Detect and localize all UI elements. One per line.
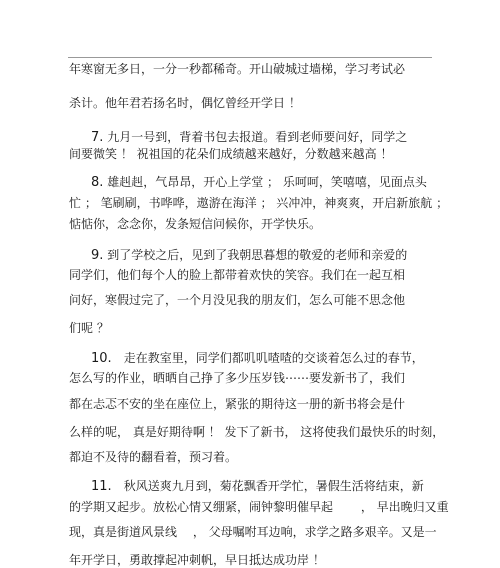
item-8-line-2: 忙 ； 笔刷刷，书哗哗，遨游在海洋 ； 兴冲冲，神爽爽，开启新旅航 ； <box>69 196 449 210</box>
item-7-line-2: 间要微笑 ！ 祝祖国的花朵们成绩越来越好，分数越来越高 ！ <box>69 147 393 161</box>
item-8-line-1: 8. 雄赳赳，气昂昂，开心上学堂 ； 乐呵呵，笑嘻嘻，见面点头 <box>91 175 427 190</box>
item-number: 9. <box>91 248 104 263</box>
item-11-line-3: 现，真是街道风景线 ， 父母嘱咐耳边响，求学之路多艰辛。又是一 <box>69 525 437 539</box>
item-10-line-4: 么样的呢， 真是好期待啊 ！ 发下了新书， 这将使我们最快乐的时刻， <box>69 425 445 439</box>
item-9-line-4: 们呢 ？ <box>69 321 109 335</box>
item-10-line-2: 怎么写的作业，晒晒自己挣了多少压岁钱⋯⋯要发新书了，我们 <box>69 371 406 385</box>
header-rule <box>68 57 432 58</box>
item-7-line-1: 7. 九月一号到，背着书包去报道。看到老师要问好，同学之 <box>91 130 408 145</box>
item-8-line-3: 惦惦你，念念你，发条短信问候你，开学快乐。 <box>69 217 322 231</box>
item-9-line-2: 同学们，他们每个人的脸上都带着欢快的笑容。我们在一起互相 <box>69 268 406 282</box>
item-number: 10. <box>91 351 112 366</box>
item-10-line-1: 10. 走在教室里，同学们都叽叽喳喳的交谈着怎么过的春节， <box>91 351 424 366</box>
item-9-line-1: 9. 到了学校之后，见到了我朝思暮想的敬爱的老师和亲爱的 <box>91 248 408 263</box>
item-number: 7. <box>91 130 104 145</box>
text-line-1: 年寒窗无多日，一分一秒都稀奇。开山破城过墙梯，学习考试必 <box>69 62 406 76</box>
item-number: 8. <box>91 175 104 190</box>
text-line-2: 杀计。他年君若扬名时，偶忆曾经开学日 ！ <box>69 96 301 110</box>
item-11-line-4: 年开学日，勇敢撑起冲刺帆，早日抵达成功岸 ！ <box>69 553 325 567</box>
item-10-line-5: 都迫不及待的翻看着，预习着。 <box>69 450 238 464</box>
item-number: 11. <box>91 479 112 494</box>
item-11-line-1: 11. 秋风送爽九月到，菊花飘香开学忙，暑假生活将结束，新 <box>91 479 424 494</box>
item-10-line-3: 都在忐忑不安的坐在座位上，紧张的期待这一册的新书将会是什 <box>69 397 406 411</box>
item-11-line-2: 的学期又起步。放松心情又绷紧，闹钟黎明催早起 ， 早出晚归又重 <box>69 500 449 514</box>
item-9-line-3: 问好，寒假过完了，一个月没见我的朋友们，怎么可能不思念他 <box>69 293 406 307</box>
